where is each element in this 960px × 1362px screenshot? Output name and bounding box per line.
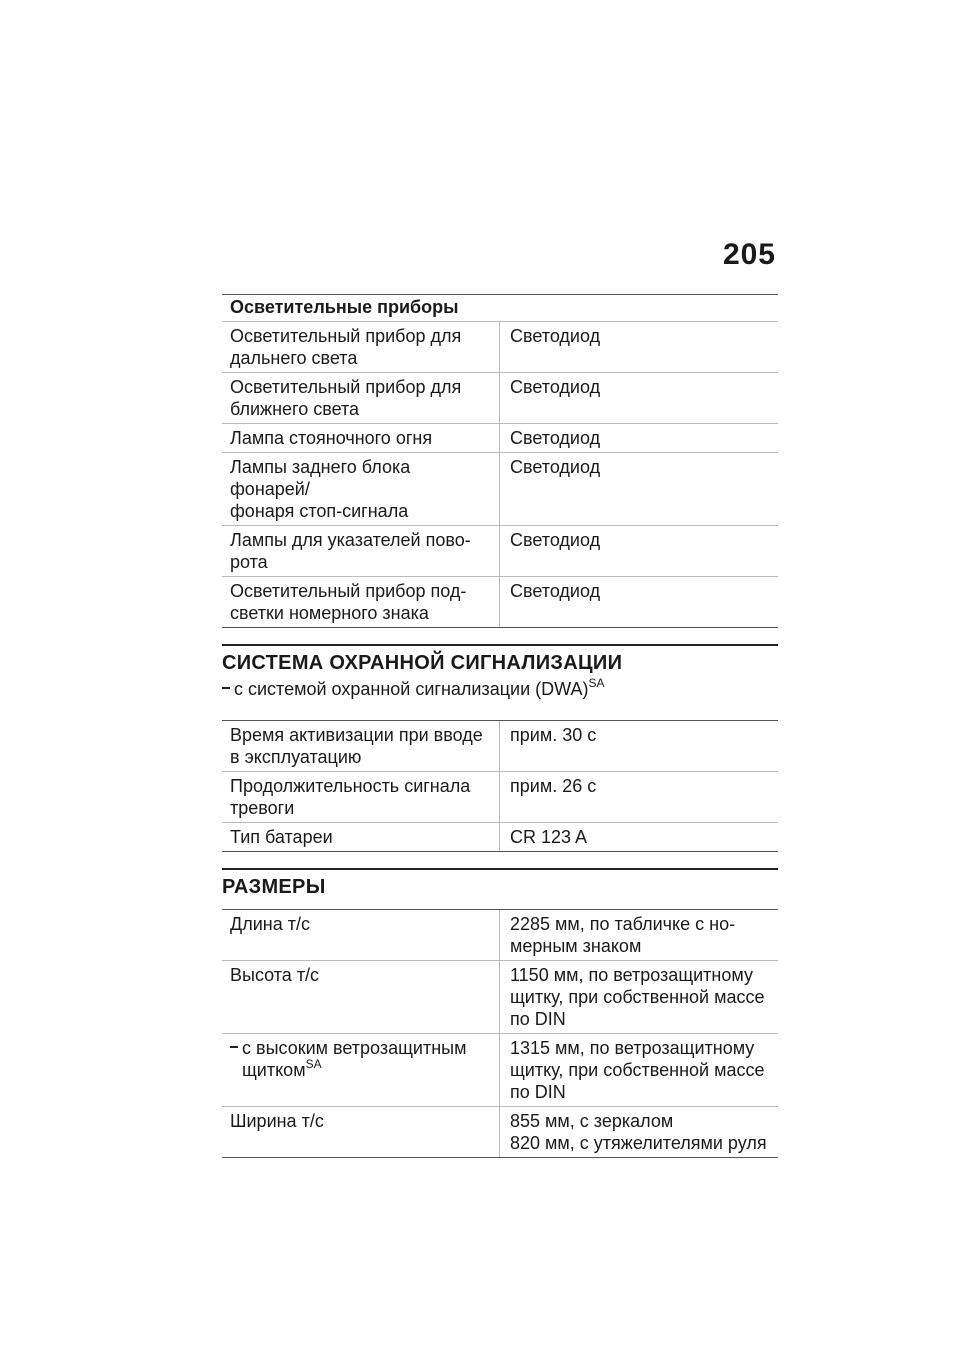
table-row — [222, 322, 778, 373]
row-value — [500, 910, 778, 960]
alarm-rows — [222, 721, 778, 852]
row-value-line: прим. 30 с — [510, 725, 597, 745]
row-label-sup: SA — [305, 1057, 322, 1071]
row-value — [500, 1034, 778, 1106]
page-number: 205 — [722, 238, 776, 271]
row-value-line: Светодиод — [510, 581, 601, 601]
row-value-line: щитку, при собственной массе — [510, 987, 765, 1007]
row-label-text: дальнего света — [230, 348, 358, 368]
table-row — [222, 1034, 778, 1107]
row-value — [500, 772, 778, 822]
row-label-line — [230, 347, 491, 369]
row-label-line — [230, 602, 491, 624]
row-label — [222, 772, 500, 822]
table-row — [222, 910, 778, 961]
alarm-note-text: с системой охранной сигнализации (DWA) — [234, 679, 589, 699]
row-label — [222, 453, 500, 525]
row-value-line: щитку, при собственной массе — [510, 1060, 765, 1080]
row-label-line — [230, 551, 491, 573]
row-value-line: Светодиод — [510, 377, 601, 397]
row-label-line — [230, 913, 491, 935]
row-label-text: Лампы заднего блока фонарей/ — [230, 457, 411, 499]
table-row — [222, 424, 778, 453]
row-label-line — [230, 529, 491, 551]
row-label — [222, 721, 500, 771]
row-label — [222, 424, 500, 452]
lighting-table — [222, 294, 778, 628]
alarm-note-sup: SA — [588, 676, 605, 690]
dimensions-section — [222, 868, 778, 909]
row-label-line — [230, 398, 491, 420]
row-value-line: 1150 мм, по ветрозащитному — [510, 965, 753, 985]
row-label-text: Осветительный прибор для — [230, 326, 462, 346]
row-value-line: мерным знаком — [510, 936, 642, 956]
option-dash-icon — [222, 687, 230, 689]
row-value-line: Светодиод — [510, 428, 601, 448]
row-value — [500, 1107, 778, 1157]
row-label-text: тревоги — [230, 798, 295, 818]
table-row — [222, 961, 778, 1034]
page-content — [222, 294, 778, 1158]
table-row — [222, 577, 778, 628]
row-label-line — [230, 325, 491, 347]
row-label-text: Время активизации при вводе — [230, 725, 483, 745]
row-value-line: Светодиод — [510, 457, 601, 477]
table-row — [222, 721, 778, 772]
row-label-line — [230, 500, 491, 522]
row-value — [500, 721, 778, 771]
row-label-text: Лампы для указателей пово- — [230, 530, 471, 550]
row-label — [222, 1034, 500, 1106]
option-dash-icon — [230, 1046, 238, 1048]
row-label-text: Осветительный прибор под- — [230, 581, 467, 601]
row-label-text: в эксплуатацию — [230, 747, 362, 767]
row-label-text: с высоким ветрозащитным — [242, 1038, 467, 1058]
row-label-text: Осветительный прибор для — [230, 377, 462, 397]
row-label-text: Тип батареи — [230, 827, 333, 847]
row-label-line — [230, 1037, 491, 1059]
table-row — [222, 453, 778, 526]
row-value — [500, 577, 778, 627]
row-value-line: 855 мм, с зеркалом — [510, 1111, 674, 1131]
row-label — [222, 526, 500, 576]
row-label-line — [230, 797, 491, 819]
row-label — [222, 322, 500, 372]
table-row — [222, 373, 778, 424]
row-label-line — [230, 456, 491, 500]
alarm-section — [222, 644, 778, 720]
row-label-text: Длина т/с — [230, 914, 310, 934]
row-label — [222, 373, 500, 423]
row-label-text: рота — [230, 552, 268, 572]
row-label-line — [230, 1110, 491, 1132]
row-label-text: фонаря стоп-сигнала — [230, 501, 409, 521]
row-value — [500, 424, 778, 452]
alarm-table — [222, 720, 778, 852]
row-label-line — [230, 376, 491, 398]
row-value-line: 1315 мм, по ветрозащитному — [510, 1038, 755, 1058]
row-label-line — [230, 1059, 491, 1081]
table-row — [222, 823, 778, 852]
row-label — [222, 823, 500, 851]
row-label-text: щитком — [242, 1060, 306, 1080]
row-label-line — [230, 580, 491, 602]
table-row — [222, 772, 778, 823]
row-label-text: Лампа стояночного огня — [230, 428, 433, 448]
row-value-line: по DIN — [510, 1009, 566, 1029]
row-label-text: светки номерного знака — [230, 603, 429, 623]
row-value — [500, 322, 778, 372]
row-label-text: Высота т/с — [230, 965, 320, 985]
row-value-line: Светодиод — [510, 326, 601, 346]
row-value — [500, 823, 778, 851]
row-label-text: ближнего света — [230, 399, 360, 419]
alarm-section-title: СИСТЕМА ОХРАННОЙ СИГНАЛИЗАЦИИ — [222, 652, 623, 674]
row-value — [500, 526, 778, 576]
table-row — [222, 526, 778, 577]
table-row — [222, 1107, 778, 1158]
row-value — [500, 373, 778, 423]
dimensions-table — [222, 909, 778, 1158]
dimensions-section-title: РАЗМЕРЫ — [222, 876, 326, 898]
row-value-line: Светодиод — [510, 530, 601, 550]
row-value — [500, 961, 778, 1033]
row-label-text: Продолжительность сигнала — [230, 776, 471, 796]
row-label — [222, 1107, 500, 1157]
row-value-line: по DIN — [510, 1082, 566, 1102]
lighting-rows — [222, 322, 778, 628]
row-value-line: CR 123 A — [510, 827, 588, 847]
row-label-line — [230, 775, 491, 797]
dimensions-rows — [222, 910, 778, 1158]
lighting-table-title: Осветительные приборы — [222, 295, 778, 322]
row-label-line — [230, 964, 491, 986]
row-label — [222, 577, 500, 627]
row-label-line — [230, 427, 491, 449]
alarm-option-note — [222, 675, 778, 720]
row-label — [222, 961, 500, 1033]
row-label-text: Ширина т/с — [230, 1111, 324, 1131]
row-label-line — [230, 746, 491, 768]
row-label-line — [230, 724, 491, 746]
row-value-line: 820 мм, с утяжелителями руля — [510, 1133, 767, 1153]
row-value-line: прим. 26 с — [510, 776, 597, 796]
row-label — [222, 910, 500, 960]
row-value — [500, 453, 778, 525]
row-value-line: 2285 мм, по табличке с но- — [510, 914, 736, 934]
row-label-line — [230, 826, 491, 848]
